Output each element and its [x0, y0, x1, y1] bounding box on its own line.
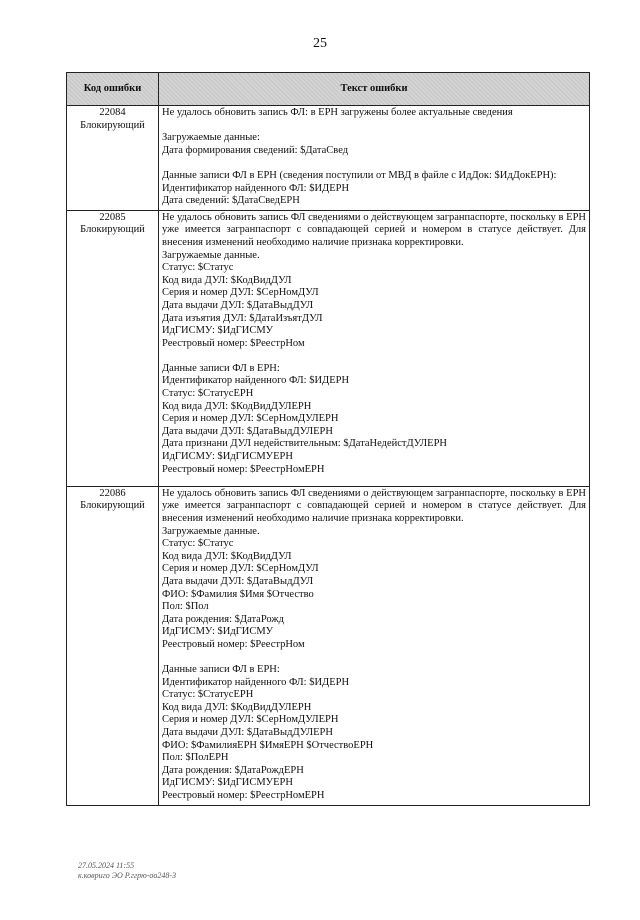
error-code: 22086 [99, 487, 126, 499]
document-stamp [78, 861, 176, 881]
page-number: 25 [313, 36, 327, 51]
stamp-signature: к.ковриго ЭО Р.ггрю-оо248-3 [78, 871, 177, 880]
error-code-cell [67, 486, 159, 805]
error-code: 22084 [99, 107, 126, 118]
error-type: Блокирующий [80, 500, 145, 512]
error-text: Не удалось обновить запись ФЛ сведениями о действующем загранпаспорте, поскольку в ЕРН уже имеется загранпаспорт с совпадающей серией и номером в статусе действует. Для внесения изменений необходимо наличие признака корректировки. Загружаемые данные. Статус: $Статус Код вида ДУЛ: $КодВидДУЛ Серия и номер ДУЛ: $СерНомДУЛ Дата выдачи ДУЛ: $ДатаВыдДУЛ ФИО: $Фамилия $Имя $Отчество Пол: $Пол Дата рождения: $ДатаРожд ИдГИСМУ: $ИдГИСМУ Реестровый номер: $РеестрНом Данные записи ФЛ в ЕРН: Идентификатор найденного ФЛ: $ИДЕРН Статус: $СтатусЕРН Код вида ДУЛ: $КодВидДУЛЕРН Серия и номер ДУЛ: $СерНомДУЛЕРН Дата выдачи ДУЛ: $ДатаВыдДУЛЕРН ФИО: $ФамилияЕРН $ИмяЕРН $ОтчествоЕРН Пол: $ПолЕРН Дата рождения: $ДатаРождЕРН ИдГИСМУ: $ИдГИСМУЕРН Реестровый номер: $РеестрНомЕРН [159, 486, 590, 805]
column-header-code: Код ошибки [67, 73, 159, 106]
error-code: 22085 [99, 211, 126, 223]
error-text: Не удалось обновить запись ФЛ сведениями о действующем загранпаспорте, поскольку в ЕРН уже имеется загранпаспорт с совпадающей серией и номером в статусе действует. Для внесения изменений необходимо наличие признака корректировки. Загружаемые данные. Статус: $Статус Код вида ДУЛ: $КодВидДУЛ Серия и номер ДУЛ: $СерНомДУЛ Дата выдачи ДУЛ: $ДатаВыдДУЛ Дата изъятия ДУЛ: $ДатаИзъятДУЛ ИдГИСМУ: $ИдГИСМУ Реестровый номер: $РеестрНом Данные записи ФЛ в ЕРН: Идентификатор найденного ФЛ: $ИДЕРН Статус: $СтатусЕРН Код вида ДУЛ: $КодВидДУЛЕРН Серия и номер ДУЛ: $СерНомДУЛЕРН Дата выдачи ДУЛ: $ДатаВыдДУЛЕРН Дата признани ДУЛ недействительным: $ДатаНедейстДУЛЕРН ИдГИСМУ: $ИдГИСМУЕРН Реестровый номер: $РеестрНомЕРН [159, 210, 590, 486]
error-text: Не удалось обновить запись ФЛ: в ЕРН загружены более актуальные сведения Загружаемые данные: Дата формирования сведений: $ДатаСвед Данные записи ФЛ в ЕРН (сведения поступили от МВД в файле с ИдДок: $ИдДокЕРН): Идентификатор найденного ФЛ: $ИДЕРН Дата сведений: $ДатаСведЕРН [159, 106, 590, 211]
error-code-cell [67, 106, 159, 211]
error-code-cell [67, 210, 159, 486]
error-type: Блокирующий [80, 119, 145, 131]
table-row [67, 210, 590, 486]
table-row [67, 486, 590, 805]
table-header-row [67, 73, 590, 106]
column-header-text: Текст ошибки [159, 73, 590, 106]
table-row [67, 106, 590, 211]
stamp-datetime: 27.05.2024 11:55 [78, 861, 135, 870]
error-type: Блокирующий [80, 224, 145, 236]
error-codes-table [66, 72, 590, 806]
